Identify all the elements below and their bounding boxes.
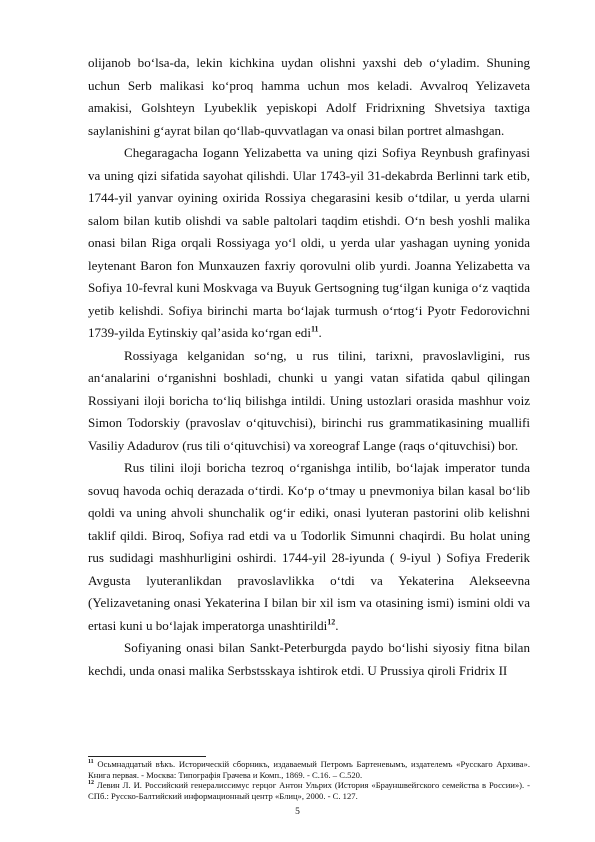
footnote-divider xyxy=(88,756,206,757)
paragraph-2-text: Chegaragacha Iogann Yelizabetta va uning qizi Sofiya Reynbush grafinyasi va uning qizi sifatida sayohat qilishdi. Ular 1743-yil 31-dekabrda Berlinni tark etib, 1744-yil yanvar oyining oxirida Rossiya chegarasini kesib o‘tdilar, u yerda ularni salom bilan kutib olishdi va sable paltolari taqdim etishdi. O‘n besh yoshli malika onasi bilan Riga orqali Rossiyaga yo‘l oldi, u yerda ular yashagan uyning yonida leytenant Baron fon Munxauzen faxriy qorovulni olib yurdi. Joanna Yelizabetta va Sofiya 10-fevral kuni Moskvaga va Buyuk Gertsogning tug‘ilgan kuniga o‘z vaqtida yetib kelishdi. Sofiya birinchi marta bo‘lajak turmush o‘rtog‘i Pyotr Fedorovichni 1739-yilda Eytinskiy qal’asida ko‘rgan edi xyxy=(88,145,530,340)
paragraph-4-end: . xyxy=(335,617,339,633)
paragraph-1: olijanob bo‘lsa-da, lekin kichkina uydan olishni yaxshi deb o‘yladim. Shuning uchun Serb malikasi ko‘proq hamma uchun mos keladi. Avvalroq Yelizaveta amakisi, Golshteyn Lyubeklik yepiskopi Adolf Fridrixning Shvetsiya taxtiga saylanishini g‘ayrat bilan qo‘llab-quvvatlagan va onasi bilan portret almashgan. xyxy=(88,55,530,138)
footnote-12 xyxy=(88,780,530,801)
paragraph-5: Sofiyaning onasi bilan Sankt-Peterburgda paydo bo‘lishi siyosiy fitna bilan kechdi, unda onasi malika Serbstsskaya ishtirok etdi. U Prussiya qiroli Fridrix II xyxy=(88,640,530,678)
page-number: 5 xyxy=(295,807,300,817)
footnote-ref-12: 12 xyxy=(327,617,336,627)
footnote-ref-11: 11 xyxy=(310,324,319,334)
paragraph-4-text: Rus tilini iloji boricha tezroq o‘rganishga intilib, bo‘lajak imperator tunda sovuq havoda ochiq derazada o‘tirdi. Ko‘p o‘tmay u pnevmoniya bilan kasal bo‘lib qoldi va uning ahvoli shunchalik og‘ir ediki, onasi lyuteran pastorini olib kelishni taklif qildi. Biroq, Sofiya rad etdi va u Todorlik Simunni chaqirdi. Bu holat uning rus sudidagi mashhurligini oshirdi. 1744-yil 28-iyunda ( 9-iyul ) Sofiya Frederik Avgusta lyuteranlikdan pravoslavlikka o‘tdi va Yekaterina Alekseevna (Yelizavetaning onasi Yekaterina I bilan bir xil ism va otasining ismi) ismini oldi va ertasi kuni u bo‘lajak imperatorga unashtirildi xyxy=(88,460,530,633)
footnotes xyxy=(88,759,530,801)
footnote-text: Левин Л. И. Российский генералиссимус герцог Антон Ульрих (История «Брауншвейгского семейства в России»). - СПб.: Русско-Балтийский информационный центр «Блиц», 2000. - С. 127. xyxy=(88,780,530,801)
main-text xyxy=(88,52,530,682)
paragraph-2-end: . xyxy=(318,325,322,340)
footnote-11 xyxy=(88,759,530,780)
paragraph-2 xyxy=(88,142,530,345)
footnote-number: 11 xyxy=(88,759,94,766)
footnote-text: Осьмнадцатый вѣкъ. Историческiй сборникъ, издаваемый Петромъ Бартеневымъ, издателемъ «Русскаго Архива». Книга первая. - Москва: Типографiя Грачева и Комп., 1869. - С.16. – С.520. xyxy=(88,759,530,780)
paragraph-4 xyxy=(88,457,530,637)
footnote-number: 12 xyxy=(88,780,94,787)
paragraph-3: Rossiyaga kelganidan so‘ng, u rus tilini, tarixni, pravoslavligini, rus an‘analarini o‘rganishni boshladi, chunki u yangi vatan sifatida qabul qilingan Rossiyani iloji boricha to‘liq bilishga intildi. Uning ustozlari orasida mashhur voiz Simon Todorskiy (pravoslav o‘qituvchisi), birinchi rus grammatikasining muallifi Vasiliy Adadurov (rus tili o‘qituvchisi) va xoreograf Lange (raqs o‘qituvchisi) bor. xyxy=(88,347,530,453)
